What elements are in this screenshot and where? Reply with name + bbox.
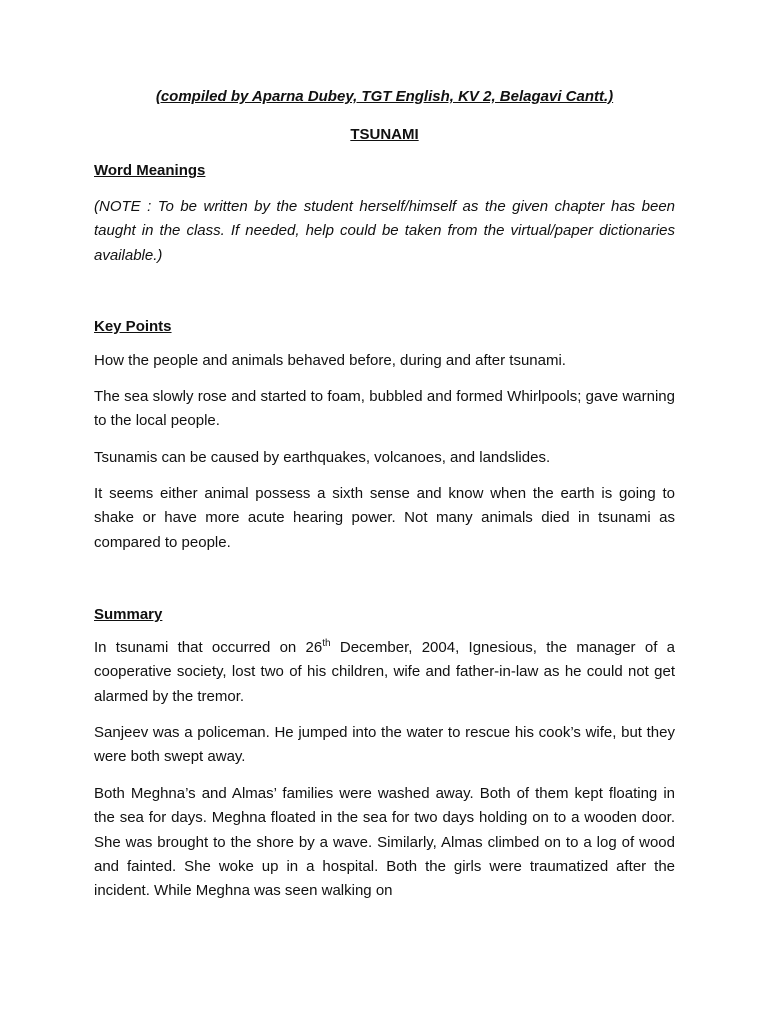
key-point-4: It seems either animal possess a sixth sense and know when the earth is going to shake or have more acute hearing power. Not many animals died in tsunami as compared to people. (94, 485, 675, 551)
page-title: TSUNAMI (350, 126, 419, 143)
word-meanings-heading: Word Meanings (94, 162, 206, 179)
summary-p1-superscript: th (322, 638, 331, 649)
summary-p1-start: In tsunami that occurred on 26 (94, 639, 323, 656)
summary-heading: Summary (94, 606, 163, 623)
compiled-by-line: (compiled by Aparna Dubey, TGT English, KV 2, Belagavi Cantt.) (155, 88, 614, 105)
key-point-3: Tsunamis can be caused by earthquakes, volcanoes, and landslides. (94, 449, 551, 466)
key-point-2: The sea slowly rose and started to foam, bubbled and formed Whirlpools; gave warning to the local people. (94, 388, 675, 430)
key-point-1: How the people and animals behaved before, during and after tsunami. (94, 352, 566, 369)
key-points-heading: Key Points (94, 318, 172, 335)
word-meanings-note: (NOTE : To be written by the student herself/himself as the given chapter has been taught in the class. If needed, help could be taken from the virtual/paper dictionaries available.) (94, 198, 675, 264)
summary-paragraph-2: Sanjeev was a policeman. He jumped into the water to rescue his cook’s wife, but they were both swept away. (94, 724, 675, 766)
summary-paragraph-3: Both Meghna’s and Almas’ families were washed away. Both of them kept floating in the sea for days. Meghna floated in the sea for two days holding on to a wooden door. She was brought to the shore by a wave. Similarly, Almas climbed on to a log of wood and fainted. She woke up in a hospital. Both the girls were traumatized after the incident. While Meghna was seen walking on (94, 785, 675, 900)
summary-paragraph-1 (94, 636, 675, 709)
summary-p1-end: December, 2004, Ignesious, the manager of a cooperative society, lost two of his children, wife and father-in-law as he could not get alarmed by the tremor. (94, 639, 675, 705)
